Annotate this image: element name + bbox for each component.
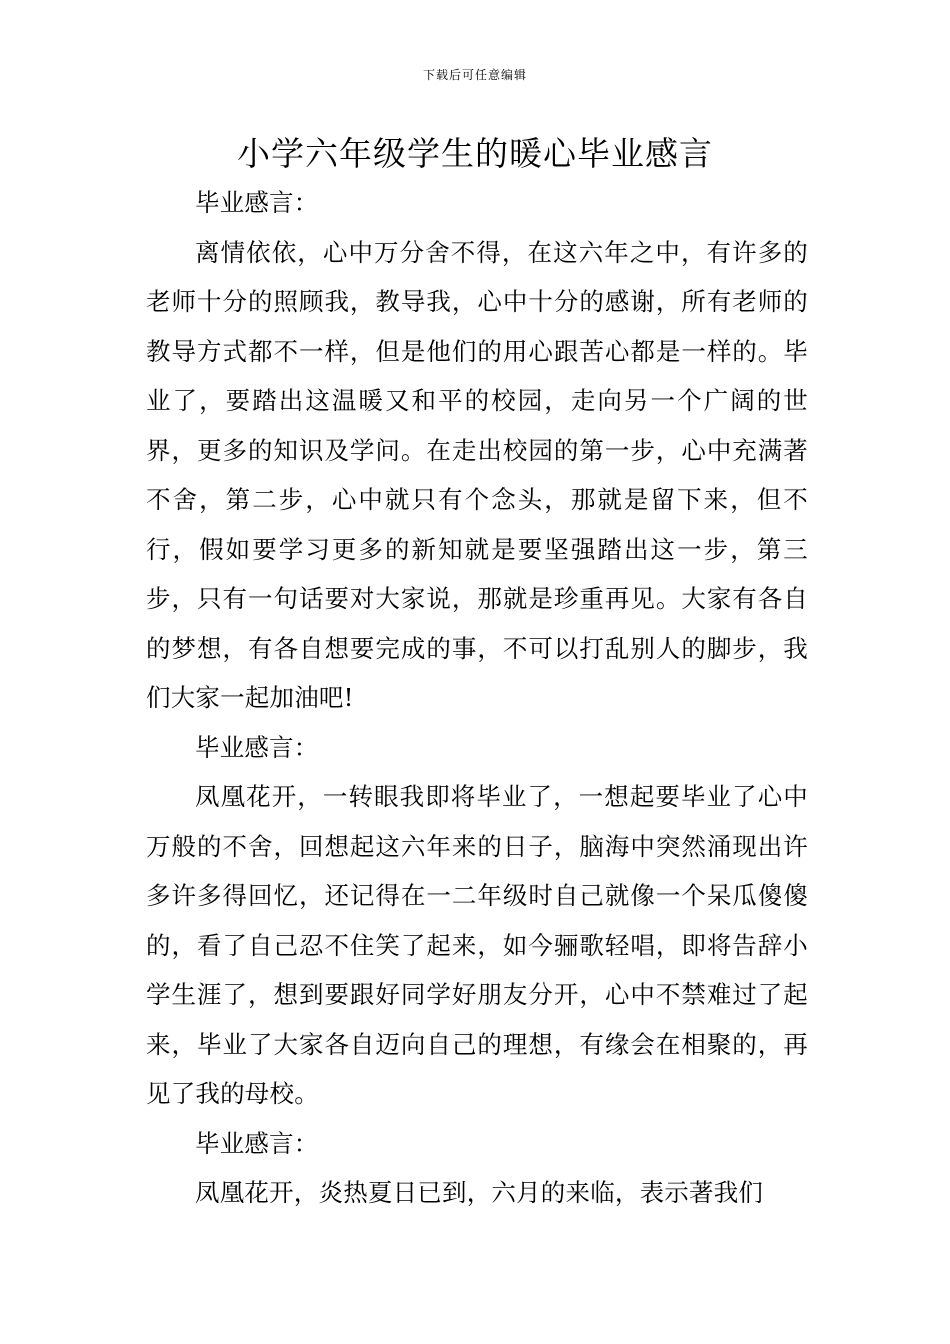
header-note: 下载后可任意编辑 xyxy=(422,68,527,82)
section-label: 毕业感言： xyxy=(195,1128,319,1158)
section-paragraph: 凤凰花开，炎热夏日已到，六月的来临，表示著我们 xyxy=(195,1178,764,1207)
document-title: 小学六年级学生的暖心毕业感言 xyxy=(237,134,713,173)
section-label: 毕业感言： xyxy=(195,732,319,762)
document-body xyxy=(146,178,808,1218)
section-label: 毕业感言： xyxy=(195,188,319,217)
section-paragraph: 离情依依，心中万分舍不得，在这六年之中，有许多的老师十分的照顾我，教导我，心中十分的感谢，所有老师的教导方式都不一样，但是他们的用心跟苦心都是一样的。毕业了，要踏出这温暖又和平的校园，走向另一个广阔的世界，更多的知识及学问。在走出校园的第一步，心中充满著不舍，第二步，心中就只有个念头，那就是留下来，但不行，假如要学习更多的新知就是要坚强踏出这一步，第三步，只有一句话要对大家说，那就是珍重再见。大家有各自的梦想，有各自想要完成的事，不可以打乱别人的脚步，我们大家一起加油吧! xyxy=(146,237,808,712)
section-paragraph: 凤凰花开，一转眼我即将毕业了，一想起要毕业了心中万般的不舍，回想起这六年来的日子，脑海中突然涌现出许多许多得回忆，还记得在一二年级时自己就像一个呆瓜傻傻的，看了自己忍不住笑了起来，如今骊歌轻唱，即将告辞小学生涯了，想到要跟好同学好朋友分开，心中不禁难过了起来，毕业了大家各自迈向自己的理想，有缘会在相聚的，再见了我的母校。 xyxy=(146,782,808,1108)
